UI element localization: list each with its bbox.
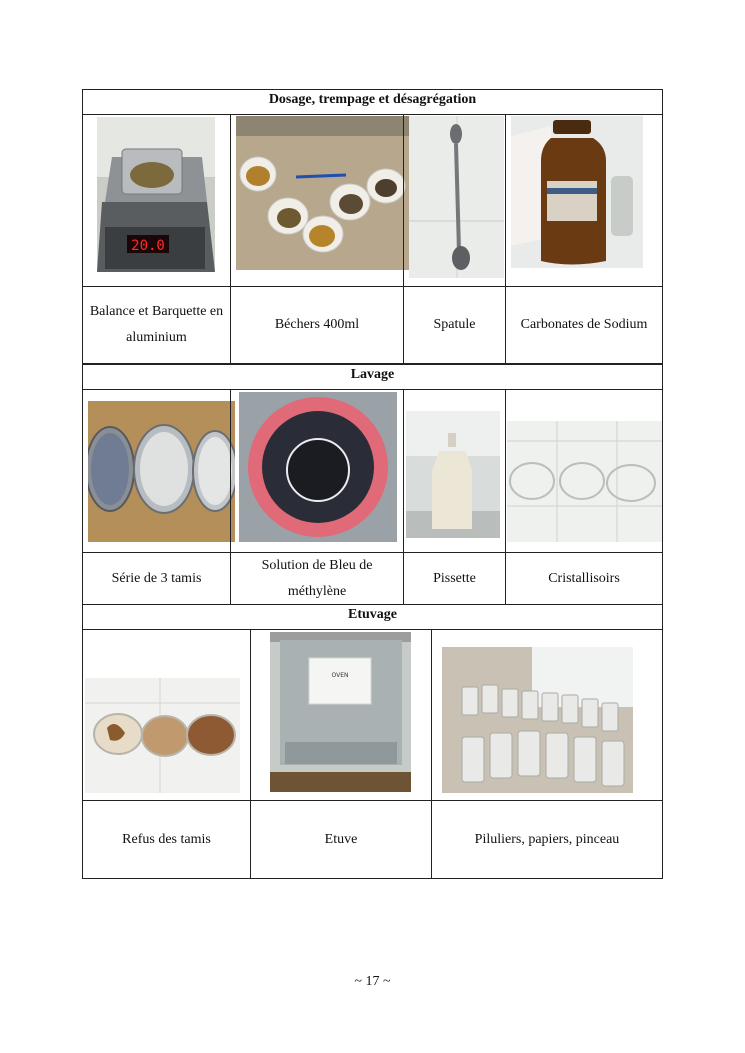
crystallizers-photo	[507, 421, 662, 542]
label-methylene-blue: Solution de Bleu de méthylène	[230, 553, 403, 604]
wash-bottle-photo	[406, 411, 500, 538]
image-cell-oven	[250, 630, 431, 800]
label-pill-jars: Piluliers, papiers, pinceau	[431, 801, 662, 878]
image-cell-sieve-residue	[83, 630, 250, 800]
label-wash-bottle: Pissette	[403, 553, 505, 604]
image-cell-pill-jars	[431, 630, 662, 800]
label-sieves: Série de 3 tamis	[111, 570, 202, 586]
sodium-carbonate-bottle-photo	[511, 116, 643, 268]
label-sieve-residue: Refus des tamis	[122, 831, 211, 847]
beakers-photo	[236, 116, 409, 270]
table-lavage	[82, 364, 663, 605]
svg-text:OVEN: OVEN	[331, 672, 349, 679]
image-cell-methylene-blue	[230, 390, 403, 552]
image-cell-beakers	[230, 115, 403, 286]
sieve-residue-photo	[85, 678, 240, 793]
label-sodium-carbonate: Carbonates de Sodium	[505, 287, 662, 363]
methylene-blue-bucket-photo	[239, 392, 397, 542]
balance-photo	[97, 117, 215, 272]
label-spatula: Spatule	[403, 287, 505, 363]
label-beakers: Béchers 400ml	[230, 287, 403, 363]
sieves-photo	[88, 401, 235, 542]
table-etuvage	[82, 604, 663, 879]
image-cell-spatula	[403, 115, 505, 286]
label-balance: Balance et Barquette en aluminium	[89, 304, 224, 345]
image-cell-balance	[83, 115, 230, 286]
label-crystallizers: Cristallisoirs	[505, 553, 662, 604]
image-cell-wash-bottle	[403, 390, 505, 552]
pill-jars-photo	[442, 647, 633, 793]
image-cell-crystallizers	[505, 390, 662, 552]
section-header-lavage: Lavage	[83, 365, 662, 390]
label-oven: Etuve	[250, 801, 431, 878]
table-dosage	[82, 89, 663, 364]
oven-photo	[270, 632, 411, 792]
svg-text:20.0: 20.0	[131, 238, 165, 254]
image-cell-sieves	[83, 390, 230, 552]
image-cell-sodium-carbonate	[505, 115, 662, 286]
page-number: ~ 17 ~	[354, 974, 391, 989]
section-header-etuvage: Etuvage	[83, 605, 662, 630]
section-header-dosage: Dosage, trempage et désagrégation	[83, 90, 662, 115]
spatula-photo	[409, 116, 504, 278]
